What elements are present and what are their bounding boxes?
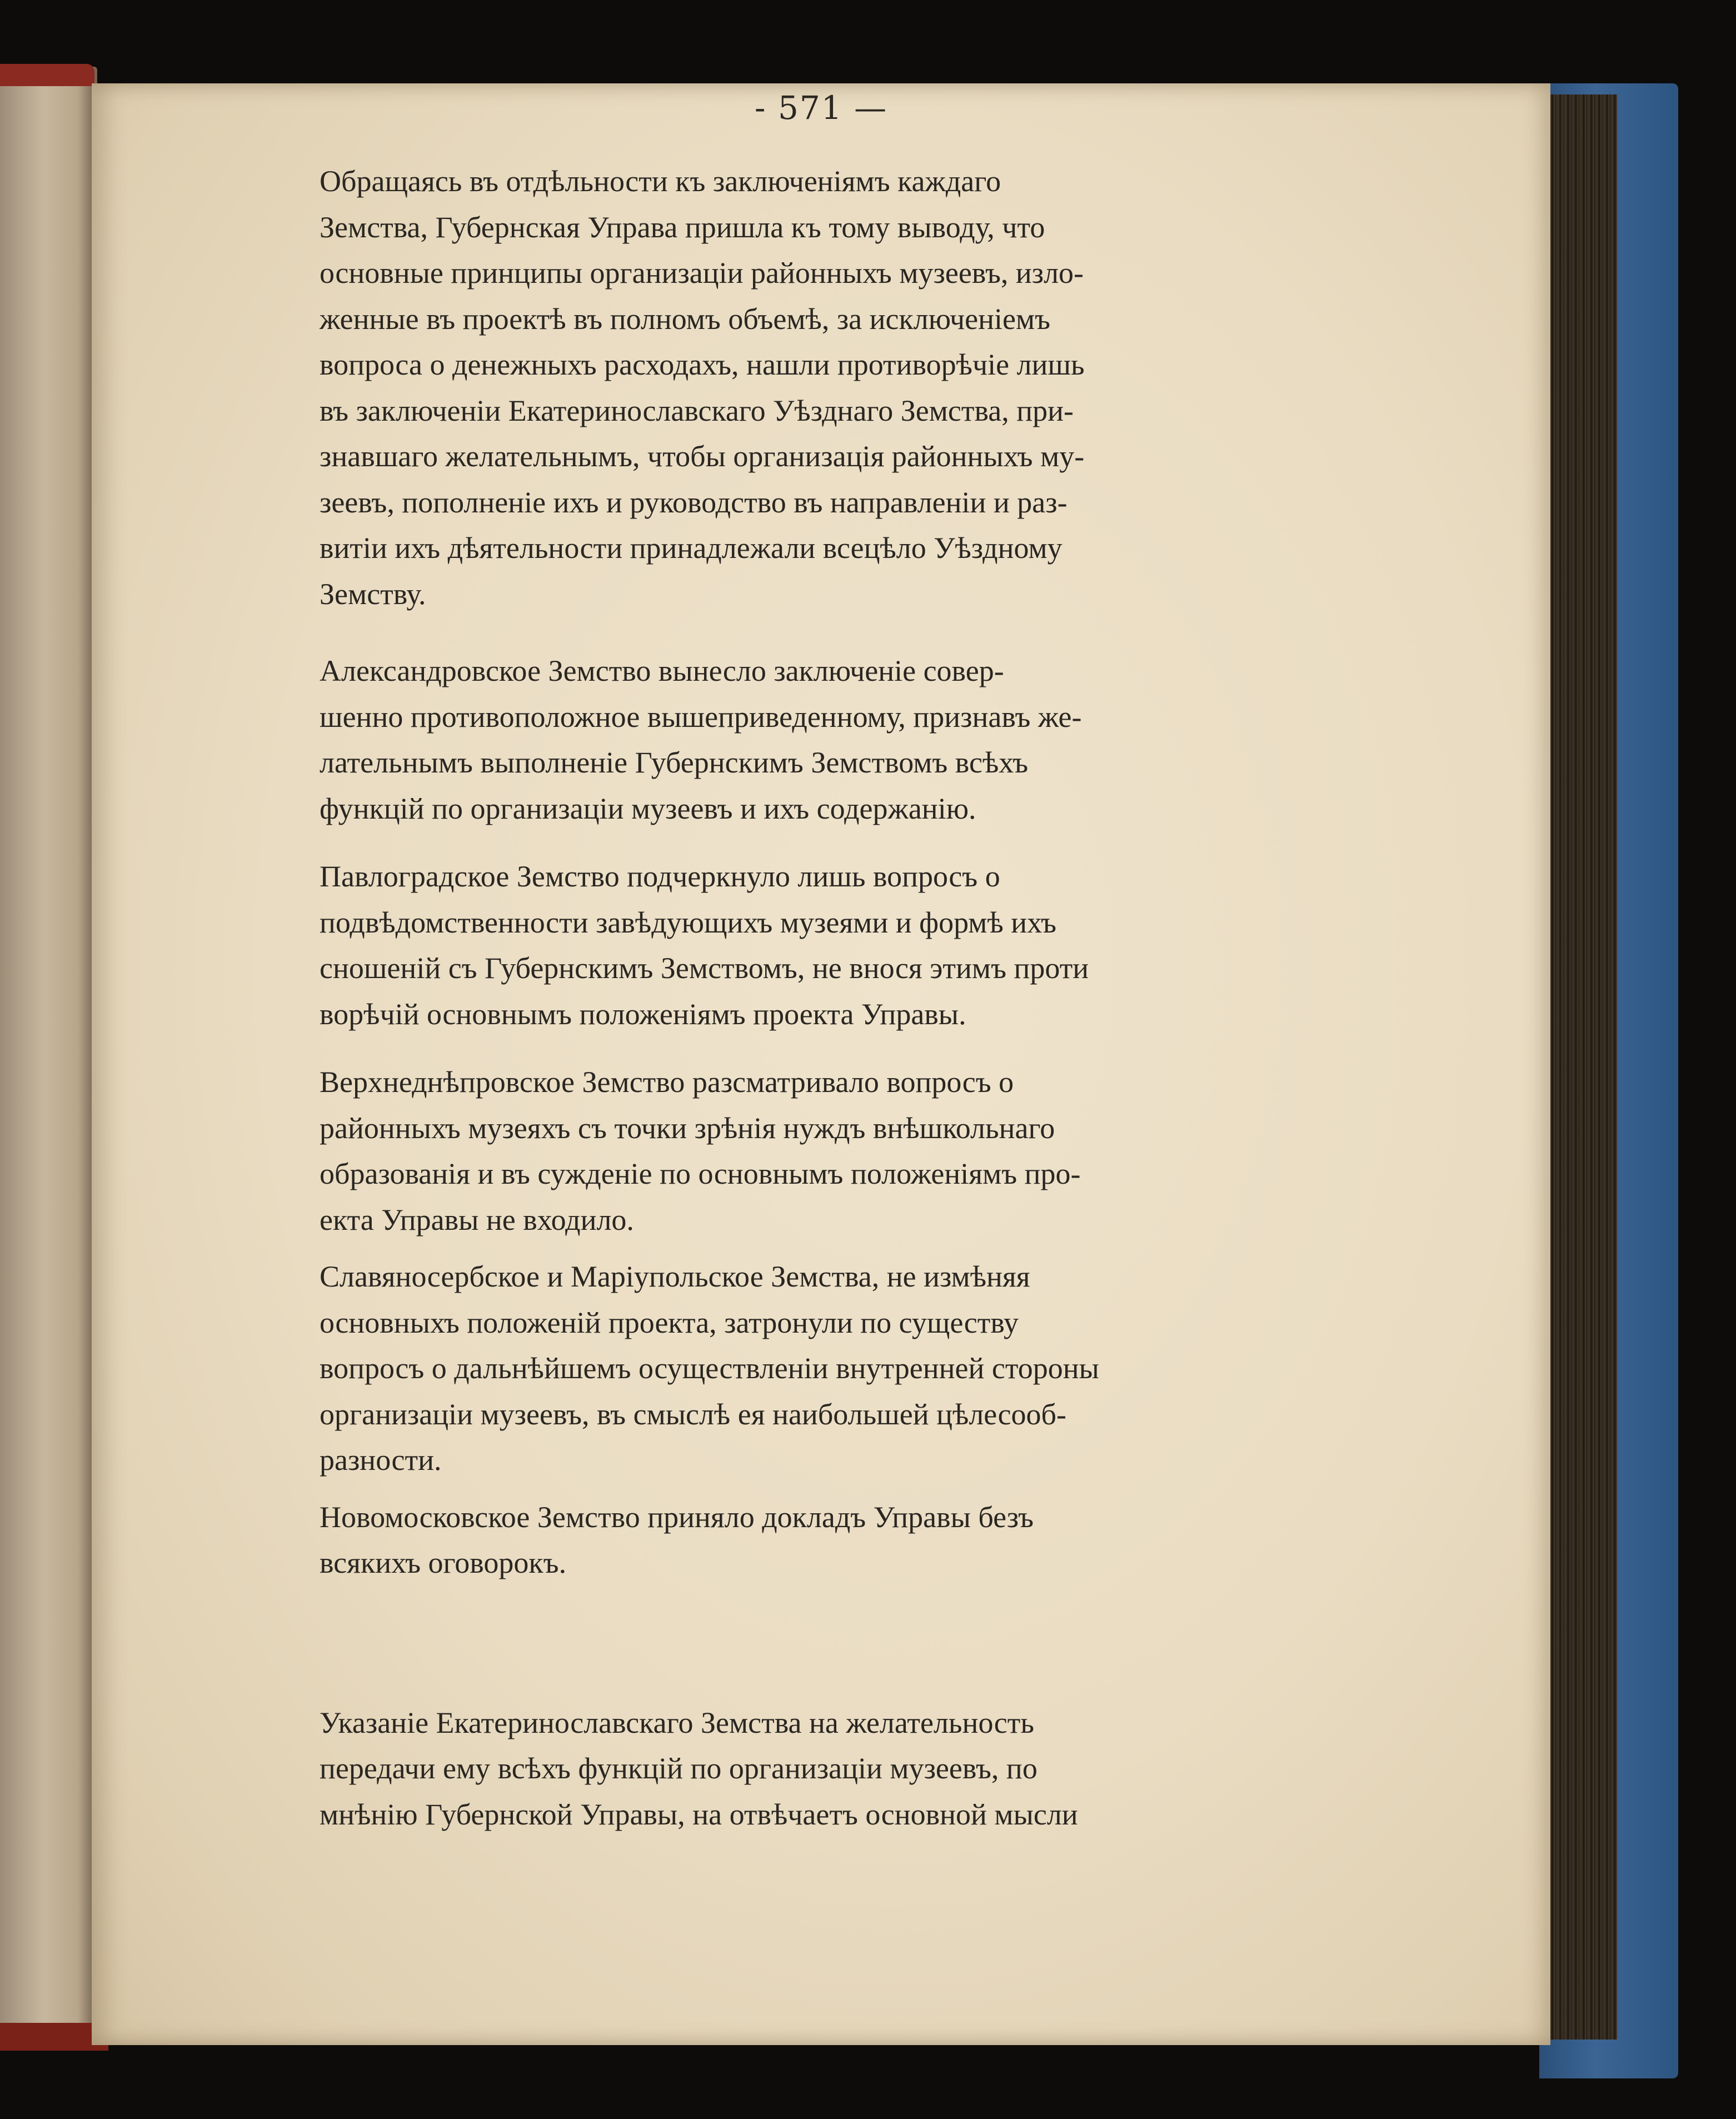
text-line: Славяносербское и Маріупольское Земства, не измѣняя xyxy=(320,1260,1030,1293)
paragraph xyxy=(241,1494,1446,1586)
text-line: Земства, Губернская Управа пришла къ тому выводу, что xyxy=(320,210,1045,244)
text-line: екта Управы не входило. xyxy=(320,1203,634,1237)
text-line: Верхнеднѣпровское Земство разсматривало вопросъ о xyxy=(320,1065,1014,1099)
book-page xyxy=(92,83,1550,2045)
text-line: основные принципы организаціи районныхъ музеевъ, изло- xyxy=(320,256,1084,290)
text-line: Обращаясь въ отдѣльности къ заключеніямъ каждаго xyxy=(320,164,1001,198)
text-line: зеевъ, пополненіе ихъ и руководство въ направленіи и раз- xyxy=(320,485,1067,519)
text-line: шенно противоположное вышеприведенному, признавъ же- xyxy=(320,700,1082,734)
text-line: Павлоградское Земство подчеркнуло лишь вопросъ о xyxy=(320,860,1000,893)
text-line: всякихъ оговорокъ. xyxy=(320,1546,567,1579)
text-line: районныхъ музеяхъ съ точки зрѣнія нуждъ внѣшкольнаго xyxy=(320,1111,1055,1145)
body-text xyxy=(241,158,1446,1837)
text-line: функцій по организаціи музеевъ и ихъ содержанію. xyxy=(320,791,976,825)
text-line: Земству. xyxy=(320,577,426,611)
paragraph xyxy=(241,1059,1446,1243)
text-line: вопросъ о дальнѣйшемъ осуществленіи внутренней стороны xyxy=(320,1352,1099,1385)
left-binding-top xyxy=(0,64,94,86)
text-line: Александровское Земство вынесло заключеніе совер- xyxy=(320,654,1004,687)
text-line: образованія и въ сужденіе по основнымъ положеніямъ про- xyxy=(320,1157,1081,1190)
text-line: витіи ихъ дѣятельности принадлежали всецѣло Уѣздному xyxy=(320,531,1062,565)
text-line: женные въ проектѣ въ полномъ объемѣ, за исключеніемъ xyxy=(320,302,1051,336)
text-line: разности. xyxy=(320,1443,442,1477)
page-number: - 571 — xyxy=(754,89,888,127)
text-line: ворѣчій основнымъ положеніямъ проекта Управы. xyxy=(320,997,966,1031)
text-line: организаціи музеевъ, въ смыслѣ ея наибольшей цѣлесооб- xyxy=(320,1397,1067,1431)
text-line: подвѣдомственности завѣдующихъ музеями и формѣ ихъ xyxy=(320,905,1057,939)
paragraph xyxy=(241,158,1446,617)
paragraph xyxy=(241,648,1446,831)
paragraph xyxy=(241,1254,1446,1483)
text-line: Новомосковское Земство приняло докладъ Управы безъ xyxy=(320,1500,1034,1534)
text-line: знавшаго желательнымъ, чтобы организація районныхъ му- xyxy=(320,440,1085,473)
page-stack-edges xyxy=(1539,94,1617,2040)
paragraph xyxy=(241,1700,1446,1838)
text-line: вопроса о денежныхъ расходахъ, нашли противорѣчіе лишь xyxy=(320,348,1085,381)
text-line: основныхъ положеній проекта, затронули по существу xyxy=(320,1305,1019,1339)
text-line: Указаніе Екатеринославскаго Земства на желательность xyxy=(320,1706,1034,1739)
paragraph xyxy=(241,854,1446,1037)
left-facing-page-edge xyxy=(0,67,97,2045)
text-line: сношеній съ Губернскимъ Земствомъ, не внося этимъ проти xyxy=(320,951,1089,985)
text-line: лательнымъ выполненіе Губернскимъ Земствомъ всѣхъ xyxy=(320,746,1029,779)
text-line: передачи ему всѣхъ функцій по организаціи музеевъ, по xyxy=(320,1752,1037,1785)
text-line: мнѣнію Губернской Управы, на отвѣчаетъ основной мысли xyxy=(320,1797,1078,1831)
text-line: въ заключеніи Екатеринославскаго Уѣзднаго Земства, при- xyxy=(320,393,1074,427)
